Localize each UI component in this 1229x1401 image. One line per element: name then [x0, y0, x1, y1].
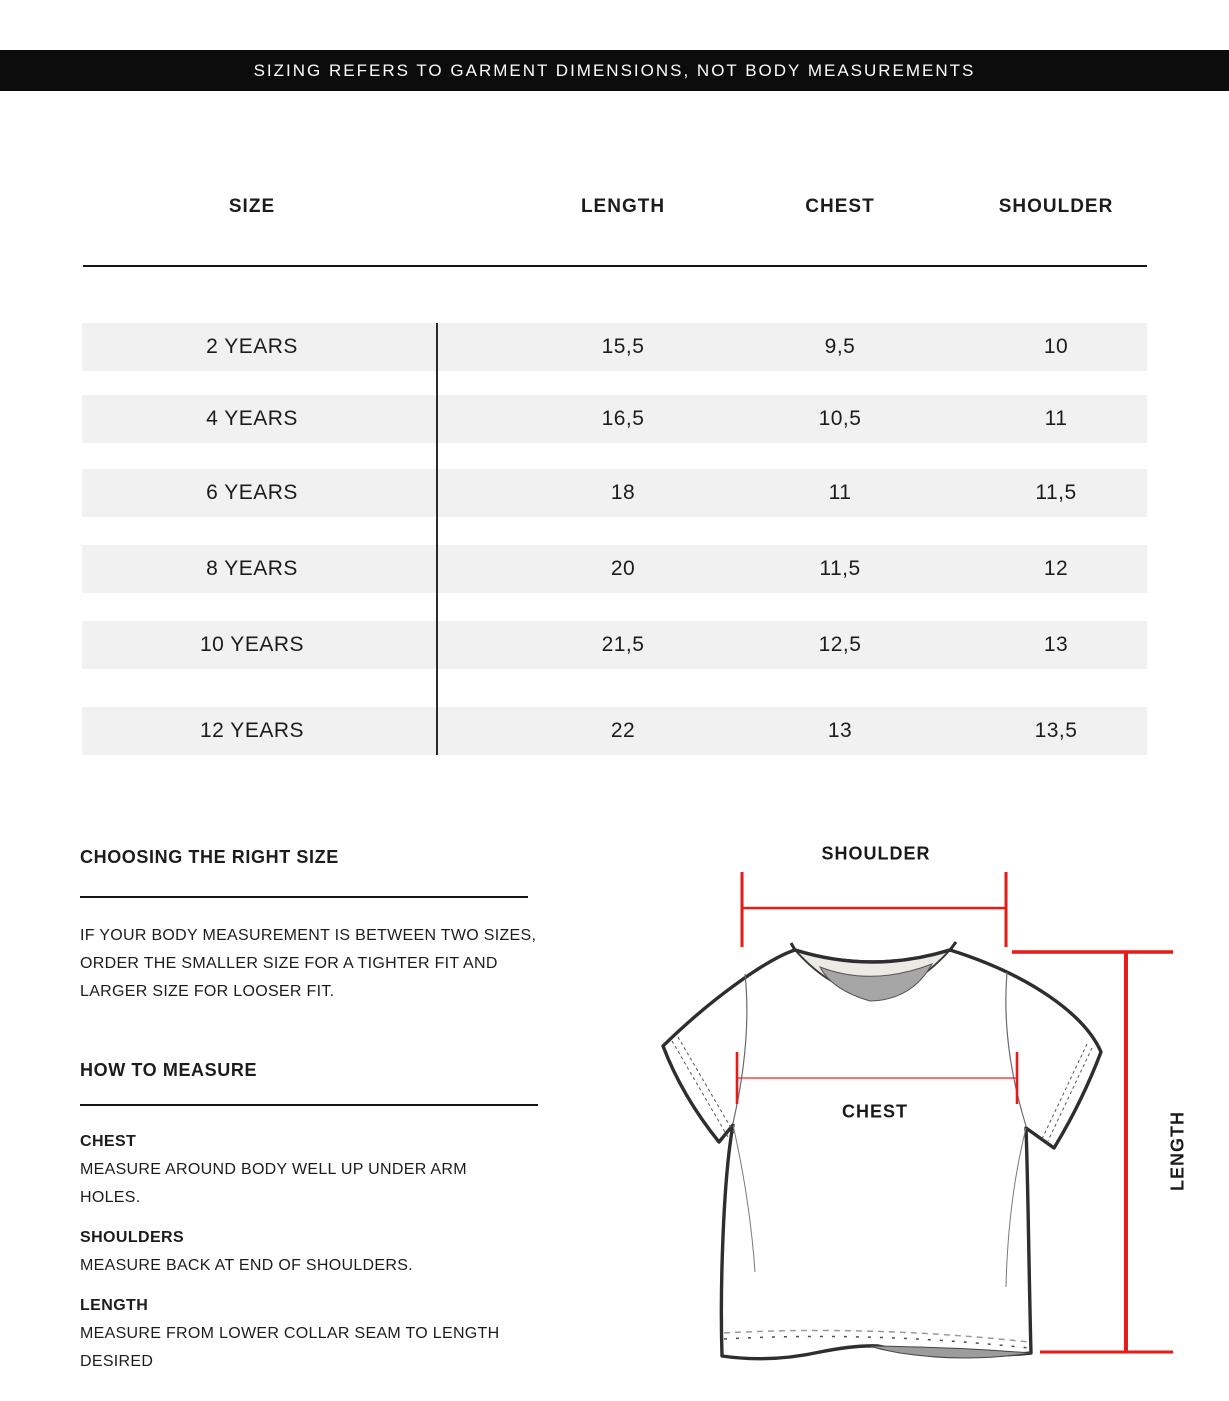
tshirt-diagram — [620, 840, 1200, 1401]
measure-item-description: MEASURE FROM LOWER COLLAR SEAM TO LENGTH DESIRED — [80, 1325, 500, 1370]
size-table-header — [82, 196, 1147, 222]
how-to-measure-rule — [80, 1104, 538, 1106]
table-cell: 11,5 — [819, 557, 861, 580]
choosing-size-rule — [80, 896, 528, 898]
tshirt-illustration — [620, 840, 1200, 1401]
table-cell: 11 — [1044, 407, 1068, 430]
table-cell: 13,5 — [1034, 719, 1078, 742]
column-divider — [436, 323, 438, 755]
how-to-measure-heading: HOW TO MEASURE — [80, 1060, 258, 1080]
banner-text: SIZING REFERS TO GARMENT DIMENSIONS, NOT BODY MEASUREMENTS — [253, 60, 976, 80]
table-row — [82, 469, 1147, 517]
table-cell: 21,5 — [601, 633, 645, 656]
table-cell: 10 YEARS — [199, 633, 305, 656]
measure-item — [80, 1128, 525, 1212]
table-cell: 10 — [1043, 335, 1069, 358]
table-cell: 18 — [610, 481, 636, 504]
measure-item-label: LENGTH — [80, 1297, 149, 1314]
table-cell: 12 — [1043, 557, 1069, 580]
measure-item-description: MEASURE AROUND BODY WELL UP UNDER ARM HOLES. — [80, 1161, 467, 1206]
table-cell: 12 YEARS — [199, 719, 305, 742]
table-cell: 9,5 — [824, 335, 856, 358]
column-header-length: LENGTH — [580, 196, 666, 217]
measure-item — [80, 1292, 525, 1376]
header-rule — [83, 265, 1147, 267]
measure-list — [80, 1128, 525, 1388]
table-row — [82, 621, 1147, 669]
table-cell: 12,5 — [818, 633, 862, 656]
column-header-size: SIZE — [228, 196, 276, 217]
measure-item-label: CHEST — [80, 1133, 137, 1150]
measure-item-description: MEASURE BACK AT END OF SHOULDERS. — [80, 1257, 413, 1274]
choosing-size-body: IF YOUR BODY MEASUREMENT IS BETWEEN TWO SIZES, ORDER THE SMALLER SIZE FOR A TIGHTER FIT AND LARGER SIZE FOR LOOSER FIT. — [80, 927, 537, 1000]
table-cell: 13 — [827, 719, 853, 742]
length-label: LENGTH — [1167, 1111, 1188, 1191]
table-cell: 16,5 — [601, 407, 645, 430]
shoulder-label: SHOULDER — [821, 843, 931, 864]
table-cell: 6 YEARS — [206, 481, 298, 504]
column-header-chest: CHEST — [805, 196, 875, 217]
collar-corner-right — [950, 942, 956, 950]
measure-item-label: SHOULDERS — [80, 1229, 185, 1246]
table-cell: 22 — [610, 719, 636, 742]
table-cell: 4 YEARS — [206, 407, 298, 430]
table-cell: 11 — [828, 481, 852, 504]
table-row — [82, 545, 1147, 593]
table-cell: 20 — [610, 557, 636, 580]
table-row — [82, 707, 1147, 755]
collar-corner-left — [791, 943, 795, 950]
table-cell: 13 — [1043, 633, 1069, 656]
table-cell: 11,5 — [1035, 481, 1077, 504]
size-table-rows — [82, 323, 1147, 755]
measure-item — [80, 1224, 525, 1280]
banner — [0, 50, 1229, 91]
column-header-shoulder: SHOULDER — [998, 196, 1114, 217]
table-row — [82, 323, 1147, 371]
choosing-size-heading: CHOOSING THE RIGHT SIZE — [80, 847, 339, 867]
tshirt-body — [663, 950, 1101, 1359]
table-row — [82, 395, 1147, 443]
table-cell: 8 YEARS — [206, 557, 298, 580]
table-cell: 15,5 — [601, 335, 645, 358]
table-cell: 10,5 — [818, 407, 862, 430]
chest-label: CHEST — [841, 1101, 909, 1122]
table-cell: 2 YEARS — [206, 335, 298, 358]
